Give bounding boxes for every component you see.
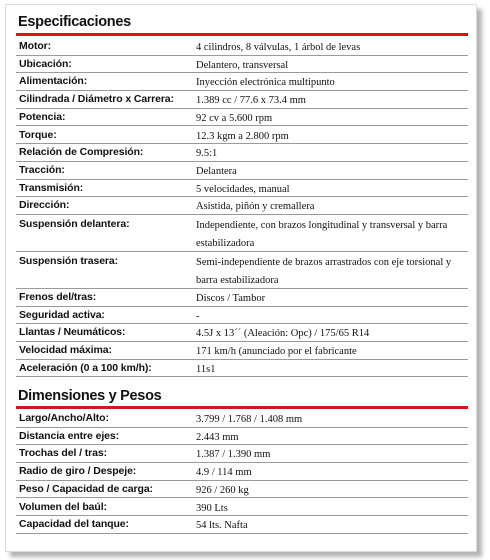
spec-value: 12.3 kgm a 2.800 rpm xyxy=(196,130,289,142)
spec-label: Ubicación: xyxy=(19,57,72,70)
spec-row-aceleracion xyxy=(16,360,468,378)
spec-value: Independiente, con brazos longitudinal y transversal y barra estabilizadora xyxy=(196,220,448,249)
spec-row-frenos xyxy=(16,289,468,307)
spec-value: 926 / 260 kg xyxy=(196,484,249,496)
spec-value: 1.389 cc / 77.6 x 73.4 mm xyxy=(196,95,306,107)
spec-label: Seguridad activa: xyxy=(19,308,105,321)
spec-label: Tracción: xyxy=(19,163,65,176)
spec-label: Distancia entre ejes: xyxy=(19,429,120,442)
spec-row-ubicacion xyxy=(16,56,468,74)
spec-label: Potencia: xyxy=(19,110,66,123)
spec-value: Delantera xyxy=(196,165,237,177)
spec-value: 4.9 / 114 mm xyxy=(196,467,252,479)
spec-row-suspension-delantera xyxy=(16,215,468,252)
spec-row-compresion xyxy=(16,144,468,162)
spec-label: Velocidad máxima: xyxy=(19,344,112,357)
spec-row-cilindrada xyxy=(16,91,468,109)
spec-row-alimentacion xyxy=(16,73,468,91)
spec-row-torque xyxy=(16,127,468,145)
dim-row-distancia-ejes xyxy=(16,428,468,446)
spec-value: Discos / Tambor xyxy=(196,293,266,304)
spec-value: 4.5J x 13´´ (Aleación: Opc) / 175/65 R14 xyxy=(196,328,370,340)
spec-label: Suspensión delantera: xyxy=(19,218,130,230)
spec-sheet xyxy=(5,4,477,552)
spec-label: Alimentación: xyxy=(19,75,88,88)
spec-value: 1.387 / 1.390 mm xyxy=(196,449,271,461)
dim-row-peso xyxy=(16,481,468,499)
spec-label: Peso / Capacidad de carga: xyxy=(19,482,153,495)
spec-label: Suspensión trasera: xyxy=(19,255,119,267)
dim-row-capacidad-tanque xyxy=(16,516,468,534)
specs-title-rule xyxy=(16,33,468,36)
spec-value: Inyección electrónica multipunto xyxy=(196,77,335,89)
spec-value: 171 km/h (anunciado por el fabricante xyxy=(196,346,357,358)
dim-row-radio-giro xyxy=(16,463,468,481)
dimensions-title-rule xyxy=(16,406,468,409)
spec-row-velocidad xyxy=(16,342,468,360)
spec-label: Capacidad del tanque: xyxy=(19,518,129,531)
spec-row-seguridad xyxy=(16,307,468,325)
spec-label: Llantas / Neumáticos: xyxy=(19,326,126,339)
spec-value: Semi-independiente de brazos arrastrados con eje torsional y barra estabilizadora xyxy=(196,257,452,286)
dimensions-section-title: Dimensiones y Pesos xyxy=(18,388,162,404)
spec-value: 11s1 xyxy=(196,363,216,375)
specs-section-title: Especificaciones xyxy=(18,14,131,30)
dim-row-largo-ancho-alto xyxy=(16,410,468,428)
spec-row-llantas xyxy=(16,324,468,342)
spec-value: 92 cv a 5.600 rpm xyxy=(196,112,273,124)
spec-value: 4 cilindros, 8 válvulas, 1 árbol de levas xyxy=(196,42,361,53)
spec-row-suspension-trasera xyxy=(16,252,468,289)
spec-label: Largo/Ancho/Alto: xyxy=(19,412,109,424)
spec-value: 390 Lts xyxy=(196,502,228,514)
spec-label: Aceleración (0 a 100 km/h): xyxy=(19,361,152,374)
spec-label: Radio de giro / Despeje: xyxy=(19,465,137,478)
spec-label: Relación de Compresión: xyxy=(19,146,144,159)
spec-row-potencia xyxy=(16,109,468,127)
spec-label: Frenos del/tras: xyxy=(19,291,97,303)
spec-value: Delantero, transversal xyxy=(196,59,289,71)
spec-label: Volumen del baúl: xyxy=(19,500,107,513)
spec-label: Cilindrada / Diámetro x Carrera: xyxy=(19,93,174,106)
spec-value: 2.443 mm xyxy=(196,431,239,443)
dim-row-volumen-baul xyxy=(16,499,468,517)
spec-value: Asistida, piñón y cremallera xyxy=(196,201,315,213)
spec-value: 9.5:1 xyxy=(196,148,218,160)
spec-label: Trochas del / tras: xyxy=(19,447,107,460)
spec-label: Dirección: xyxy=(19,199,70,212)
spec-value: 5 velocidades, manual xyxy=(196,183,290,195)
spec-label: Transmisión: xyxy=(19,181,84,194)
dim-row-trochas xyxy=(16,445,468,463)
spec-row-traccion xyxy=(16,162,468,180)
spec-value: 54 lts. Nafta xyxy=(196,520,248,532)
spec-label: Torque: xyxy=(19,128,57,141)
spec-row-transmision xyxy=(16,180,468,198)
spec-row-direccion xyxy=(16,197,468,215)
spec-label: Motor: xyxy=(19,40,52,52)
spec-value: 3.799 / 1.768 / 1.408 mm xyxy=(196,414,303,425)
spec-value: - xyxy=(196,310,200,322)
spec-row-motor xyxy=(16,38,468,56)
